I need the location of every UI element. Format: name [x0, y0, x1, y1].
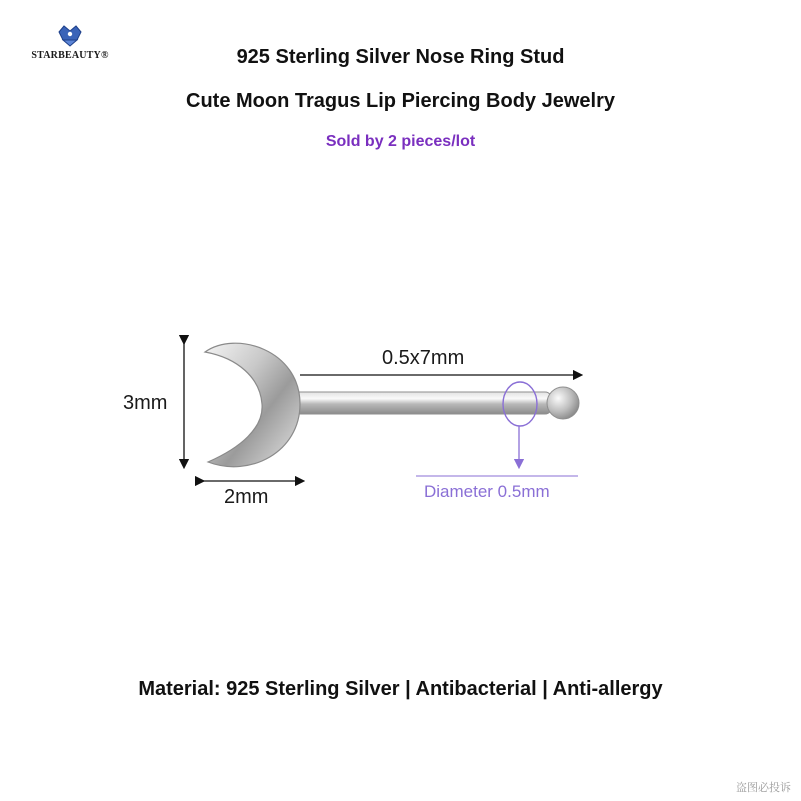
stud-post: [268, 392, 552, 414]
lot-info: Sold by 2 pieces/lot: [325, 133, 476, 150]
height-label: 3mm: [123, 392, 168, 414]
post-size-label: 0.5x7mm: [382, 347, 465, 369]
stud-ball-end: [547, 387, 579, 419]
brand-name: STARBEAUTY®: [31, 50, 109, 61]
diameter-label: Diameter 0.5mm: [424, 482, 550, 501]
material-info: Material: 925 Sterling Silver | Antibacterial | Anti-allergy: [138, 678, 663, 700]
width-label: 2mm: [224, 486, 269, 508]
page-subtitle-line: Cute Moon Tragus Lip Piercing Body Jewelry: [186, 90, 615, 112]
moon-crescent: [205, 343, 300, 467]
watermark-text: 盗图必投诉: [736, 781, 791, 794]
page-title: 925 Sterling Silver Nose Ring Stud: [236, 46, 565, 68]
